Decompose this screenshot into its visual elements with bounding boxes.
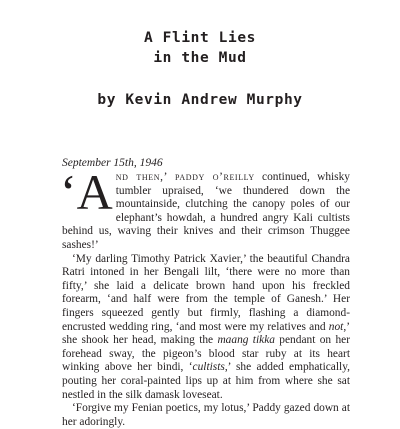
paragraph-2	[62, 253, 350, 403]
paragraph-2-text-4: ,’ she added emphatically, pouting her coral-painted lips up at him from where she sat nestled in the silk damask loveseat.	[62, 361, 350, 401]
author-byline: by Kevin Andrew Murphy	[97, 92, 303, 108]
emphasis-cultists: cultists	[192, 361, 225, 374]
paragraph-1-text: continued, whisky tumbler upraised, ‘we thundered down the mountainside, clutching the canopy poles of our elephant’s howdah, a hundred angry Kali cultists behind us, waving their knives and their crimson Thuggee sashes!’	[62, 171, 351, 251]
paragraph-3	[62, 402, 350, 429]
dateline: September 15th, 1946	[62, 157, 163, 169]
opening-smallcaps: nd then,’ paddy o’reilly	[115, 171, 255, 183]
title-line-2: in the Mud	[153, 50, 247, 66]
drop-cap: ‘A	[60, 164, 113, 220]
paragraph-3-text: ‘Forgive my Fenian poetics, my lotus,’ Paddy gazed down at her adoringly.	[62, 402, 350, 428]
emphasis-not: not	[328, 320, 344, 333]
paragraph-2-text-1: ‘My darling Timothy Patrick Xavier,’ the beautiful Chandra Ratri intoned in her Bengali lilt, ‘there were no more than fifty,’ she laid a delicate brown hand upon his freckled forearm, ‘and half were from the temple of Ganesh.’ Her fingers squeezed gently but firmly, flashing a diamond-encrusted wedding ring, ‘and most were my relatives and	[62, 252, 350, 333]
paragraph-1	[60, 164, 351, 253]
paragraph-2-text-3: pendant on her forehead sway, the pigeon’s blood star ruby at its heart winking above her bindi, ‘	[62, 334, 350, 374]
title-line-1: A Flint Lies	[144, 30, 256, 46]
story-title	[0, 28, 400, 68]
emphasis-maang-tikka: maang tikka	[217, 334, 275, 347]
paragraph-2-text-2: ,’ she shook her head, making the	[62, 320, 350, 347]
story-body	[60, 164, 351, 428]
